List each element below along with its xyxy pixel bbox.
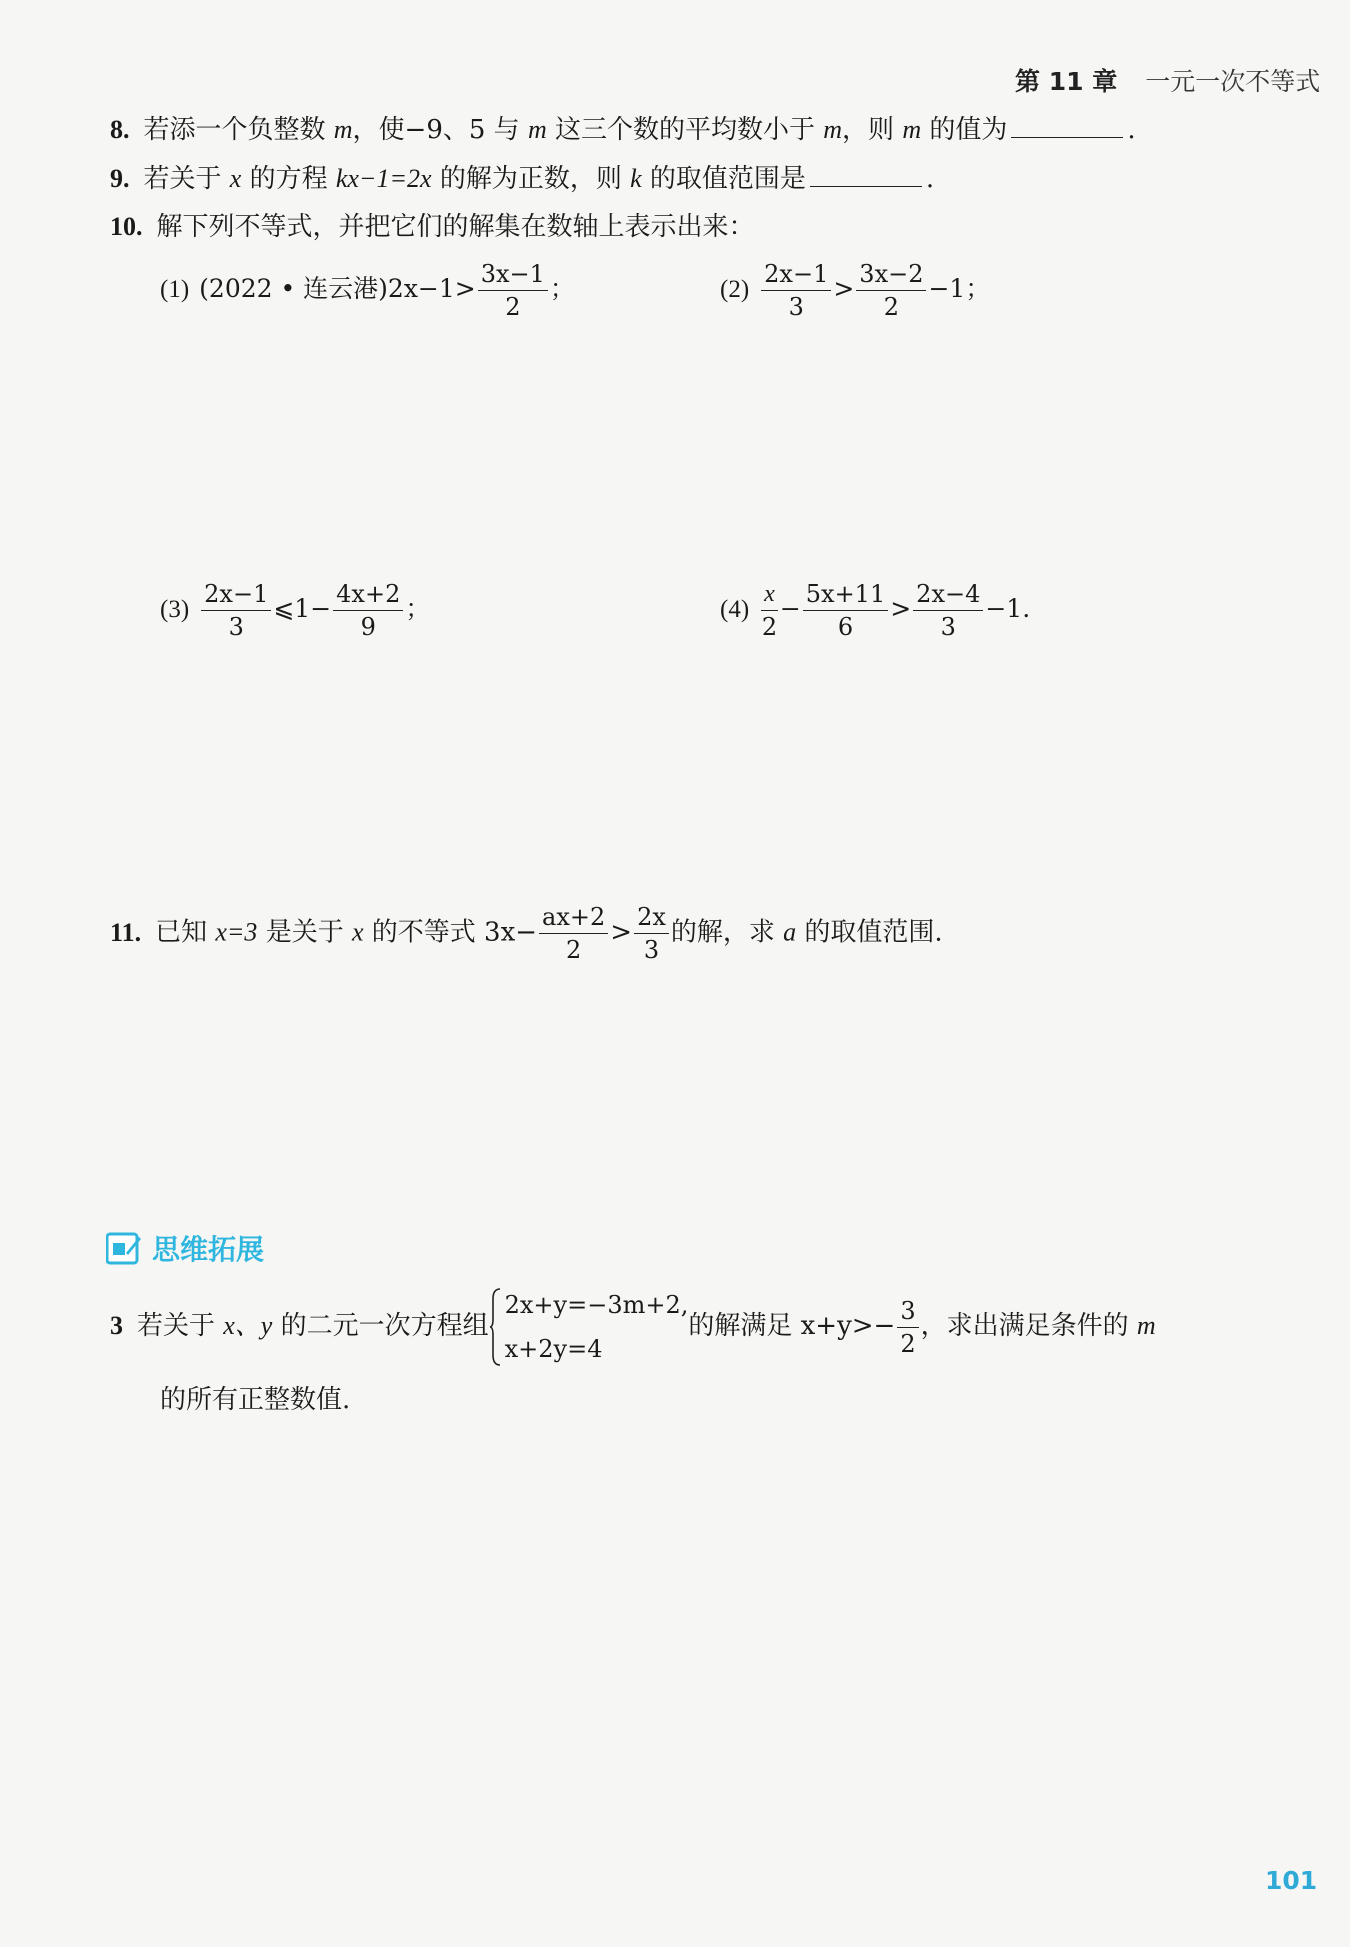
fraction: $\frac{2x-1}{3}$ [761,260,831,321]
equation-system [489,1283,689,1371]
chapter-title: 一元一次不等式 [1145,67,1321,96]
fraction: $\frac{3x-2}{2}$ [856,260,926,321]
equation-1: 2x+y=−3m+2, [504,1291,689,1319]
chapter-number: 第 11 章 [1015,67,1118,96]
brace-icon [489,1287,501,1367]
fraction: $\frac{3x-1}{2}$ [478,260,548,321]
question-12-line-2: 的所有正整数值. [160,1385,351,1415]
fraction: $\frac{2x}{3}$ [634,903,669,964]
question-number: 8. [110,115,130,144]
question-12: 3 若关于 x、y 的二元一次方程组 2x+y=−3m+2, x+2y=4 的解满足 x+y>− $\frac{3}{2}$ ，求出满足条件的 m [110,1283,1156,1371]
question-10-part-2: (2) $\frac{2x-1}{3}$ > $\frac{3x-2}{2}$ −1； [720,260,991,321]
chapter-header [1015,62,1320,98]
question-10: 10. 解下列不等式，并把它们的解集在数轴上表示出来： [110,212,755,242]
question-number: 3 [110,1311,123,1340]
page-number: 101 [1265,1866,1318,1895]
question-8: 8. 若添一个负整数 m，使−9、5 与 m 这三个数的平均数小于 m，则 m 的值为 . [110,115,1136,145]
question-number: 11. [110,917,142,947]
question-10-part-3: (3) $\frac{2x-1}{3}$ ⩽1− $\frac{4x+2}{9}$ ； [160,580,431,641]
section-title: 思维拓展 [152,1233,265,1266]
fraction: $\frac{3}{2}$ [897,1297,918,1358]
question-10-part-4: (4) $\frac{x}{2}$ − $\frac{5x+11}{6}$ > $\frac{2x-4}{3}$ −1. [720,580,1031,641]
question-11: 11. 已知 x=3 是关于 x 的不等式 3x− $\frac{ax+2}{2}$ > $\frac{2x}{3}$ 的解，求 a 的取值范围. [110,903,943,964]
answer-blank[interactable] [810,164,922,187]
pencil-note-icon [106,1231,142,1265]
question-9: 9. 若关于 x 的方程 kx−1=2x 的解为正数，则 k 的取值范围是 . [110,164,935,194]
fraction: $\frac{2x-1}{3}$ [201,580,271,641]
fraction: $\frac{ax+2}{2}$ [539,903,608,964]
answer-blank[interactable] [1011,115,1123,138]
fraction: $\frac{5x+11}{6}$ [803,580,888,641]
fraction: $\frac{2x-4}{3}$ [913,580,983,641]
question-number: 9. [110,164,130,193]
fraction: $\frac{x}{2}$ [761,581,778,641]
question-number: 10. [110,212,143,241]
equation-2: x+2y=4 [504,1335,603,1363]
fraction: $\frac{4x+2}{9}$ [333,580,403,641]
section-banner [106,1228,264,1268]
question-10-part-1: (1) (2022 • 连云港)2x−1> $\frac{3x-1}{2}$ ； [160,260,575,321]
